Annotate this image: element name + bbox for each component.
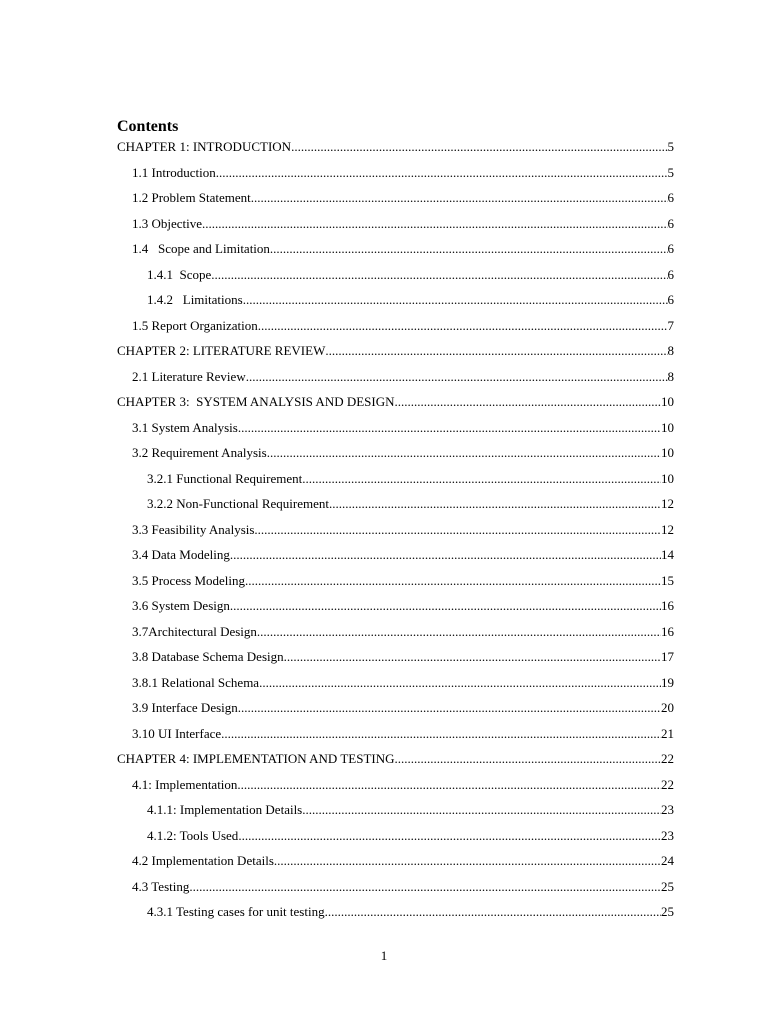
toc-dot-leader: [237, 775, 661, 795]
toc-entry-page: 5: [667, 139, 674, 154]
toc-dot-leader: [302, 469, 661, 489]
toc-entry[interactable]: [117, 367, 674, 393]
toc-entry-label: 3.7Architectural Design: [132, 623, 257, 639]
toc-entry-label: 1.5 Report Organization: [132, 317, 258, 333]
toc-entry-page: 10: [661, 419, 674, 435]
toc-dot-leader: [202, 214, 667, 234]
toc-entry[interactable]: [117, 341, 674, 367]
toc-entry-label: 1.4 Scope and Limitation: [132, 241, 270, 256]
toc-dot-leader: [238, 418, 661, 438]
toc-entry-label: 3.8.1 Relational Schema: [132, 674, 260, 690]
toc-entry-label: 4.1.1: Implementation Details: [147, 802, 303, 817]
toc-entry-label: 3.5 Process Modeling: [132, 572, 246, 588]
toc-dot-leader: [267, 443, 661, 463]
toc-dot-leader: [325, 341, 667, 361]
toc-dot-leader: [259, 673, 661, 693]
toc-entry-page: 22: [661, 751, 674, 766]
toc-dot-leader: [211, 265, 667, 285]
toc-entry-label: CHAPTER 3: SYSTEM ANALYSIS AND DESIGN: [117, 394, 395, 409]
toc-entry[interactable]: [117, 418, 674, 444]
toc-entry[interactable]: [117, 647, 674, 673]
toc-entry[interactable]: [117, 392, 674, 418]
toc-dot-leader: [251, 188, 668, 208]
toc-dot-leader: [189, 877, 661, 897]
toc-entry-page: 8: [667, 368, 674, 384]
toc-entry-page: 24: [661, 853, 674, 868]
toc-entry-page: 16: [661, 623, 674, 639]
toc-entry-page: 22: [661, 776, 674, 792]
toc-dot-leader: [258, 316, 668, 336]
toc-entry-page: 12: [661, 521, 674, 537]
toc-entry[interactable]: [117, 596, 674, 622]
toc-entry-label: 1.3 Objective: [132, 215, 203, 231]
toc-entry-page: 25: [661, 878, 674, 894]
toc-dot-leader: [230, 596, 661, 616]
toc-entry[interactable]: [117, 214, 674, 240]
toc-entry-label: 1.4.2 Limitations: [147, 292, 243, 307]
toc-entry-page: 17: [661, 649, 674, 664]
toc-entry-page: 6: [667, 190, 674, 205]
toc-dot-leader: [254, 520, 661, 540]
toc-dot-leader: [325, 902, 661, 922]
toc-entry-page: 6: [667, 241, 674, 256]
toc-dot-leader: [329, 494, 661, 514]
toc-entry[interactable]: [117, 163, 674, 189]
toc-entry[interactable]: [117, 571, 674, 597]
toc-entry[interactable]: [117, 673, 674, 699]
toc-entry-label: 1.1 Introduction: [132, 164, 216, 180]
toc-entry-page: 10: [661, 470, 674, 486]
toc-dot-leader: [270, 239, 668, 259]
toc-entry-label: 3.2.2 Non-Functional Requirement: [147, 496, 329, 511]
toc-entry-label: 2.1 Literature Review: [132, 368, 246, 384]
toc-entry-label: 3.9 Interface Design: [132, 700, 238, 715]
page-number: 1: [380, 948, 388, 963]
toc-entry[interactable]: [117, 775, 674, 801]
toc-entry-page: 10: [661, 445, 674, 460]
toc-entry[interactable]: [117, 545, 674, 571]
toc-entry-label: 3.6 System Design: [132, 598, 230, 613]
toc-dot-leader: [238, 698, 661, 718]
toc-dot-leader: [216, 163, 668, 183]
toc-entry[interactable]: [117, 877, 674, 903]
toc-dot-leader: [302, 800, 661, 820]
toc-entry-page: 10: [661, 394, 674, 409]
toc-entry[interactable]: [117, 800, 674, 826]
toc-dot-leader: [395, 749, 662, 769]
toc-entry-label: 3.3 Feasibility Analysis: [132, 521, 255, 537]
toc-entry-label: CHAPTER 4: IMPLEMENTATION AND TESTING: [117, 751, 395, 766]
toc-entry[interactable]: [117, 137, 674, 163]
toc-title: Contents: [117, 118, 179, 135]
toc-dot-leader: [291, 137, 667, 157]
toc-entry-page: 8: [667, 343, 674, 358]
toc-entry-label: 3.8 Database Schema Design: [132, 649, 284, 664]
toc-entry-label: 4.2 Implementation Details: [132, 853, 274, 868]
toc-entry-page: 6: [667, 266, 674, 282]
toc-entry-page: 6: [667, 215, 674, 231]
toc-entry[interactable]: [117, 851, 674, 877]
toc-entry-page: 12: [661, 496, 674, 511]
toc-entry[interactable]: [117, 290, 674, 316]
toc-entry-label: 3.2.1 Functional Requirement: [147, 470, 303, 486]
toc-entry-label: 1.2 Problem Statement: [132, 190, 251, 205]
toc-entry-label: 4.3 Testing: [132, 878, 190, 894]
toc-entry-label: CHAPTER 1: INTRODUCTION: [117, 139, 292, 154]
toc-dot-leader: [246, 367, 668, 387]
toc-entry-page: 23: [661, 827, 674, 843]
toc-entry-label: CHAPTER 2: LITERATURE REVIEW: [117, 343, 326, 358]
toc-dot-leader: [230, 545, 661, 565]
toc-dot-leader: [238, 826, 661, 846]
toc-dot-leader: [243, 290, 668, 310]
toc-entry-page: 25: [661, 904, 674, 919]
toc-dot-leader: [257, 622, 661, 642]
toc-dot-leader: [245, 571, 661, 591]
toc-entry-page: 15: [661, 572, 674, 588]
toc-entry[interactable]: [117, 902, 674, 928]
toc-entry-label: 1.4.1 Scope: [147, 266, 212, 282]
toc-entry[interactable]: [117, 494, 674, 520]
toc-entry-page: 23: [661, 802, 674, 817]
toc-entry[interactable]: [117, 316, 674, 342]
toc-entry[interactable]: [117, 724, 674, 750]
toc-entry-page: 6: [667, 292, 674, 307]
toc-entry[interactable]: [117, 520, 674, 546]
toc-entry-page: 5: [667, 164, 674, 180]
toc-dot-leader: [274, 851, 661, 871]
toc-entry[interactable]: [117, 239, 674, 265]
toc-entry-page: 7: [667, 317, 674, 333]
toc-dot-leader: [221, 724, 661, 744]
toc-entry-label: 4.1: Implementation: [132, 776, 238, 792]
toc-entry[interactable]: [117, 469, 674, 495]
toc-entry-page: 16: [661, 598, 674, 613]
toc-entry-label: 3.10 UI Interface: [132, 725, 222, 741]
toc-entry[interactable]: [117, 698, 674, 724]
toc-entry-label: 4.3.1 Testing cases for unit testing: [147, 904, 325, 919]
toc-entry[interactable]: [117, 826, 674, 852]
toc-entry[interactable]: [117, 749, 674, 775]
toc-entry-page: 14: [661, 547, 674, 562]
toc-entry-page: 20: [661, 700, 674, 715]
toc-entry[interactable]: [117, 265, 674, 291]
table-of-contents: [117, 137, 674, 928]
toc-dot-leader: [284, 647, 661, 667]
toc-dot-leader: [395, 392, 661, 412]
toc-entry-label: 4.1.2: Tools Used: [147, 827, 239, 843]
toc-entry-label: 3.4 Data Modeling: [132, 547, 230, 562]
toc-entry-page: 19: [661, 674, 674, 690]
toc-entry-label: 3.2 Requirement Analysis: [132, 445, 267, 460]
toc-entry-label: 3.1 System Analysis: [132, 419, 238, 435]
toc-entry-page: 21: [661, 725, 674, 741]
toc-entry[interactable]: [117, 188, 674, 214]
toc-entry[interactable]: [117, 622, 674, 648]
toc-entry[interactable]: [117, 443, 674, 469]
